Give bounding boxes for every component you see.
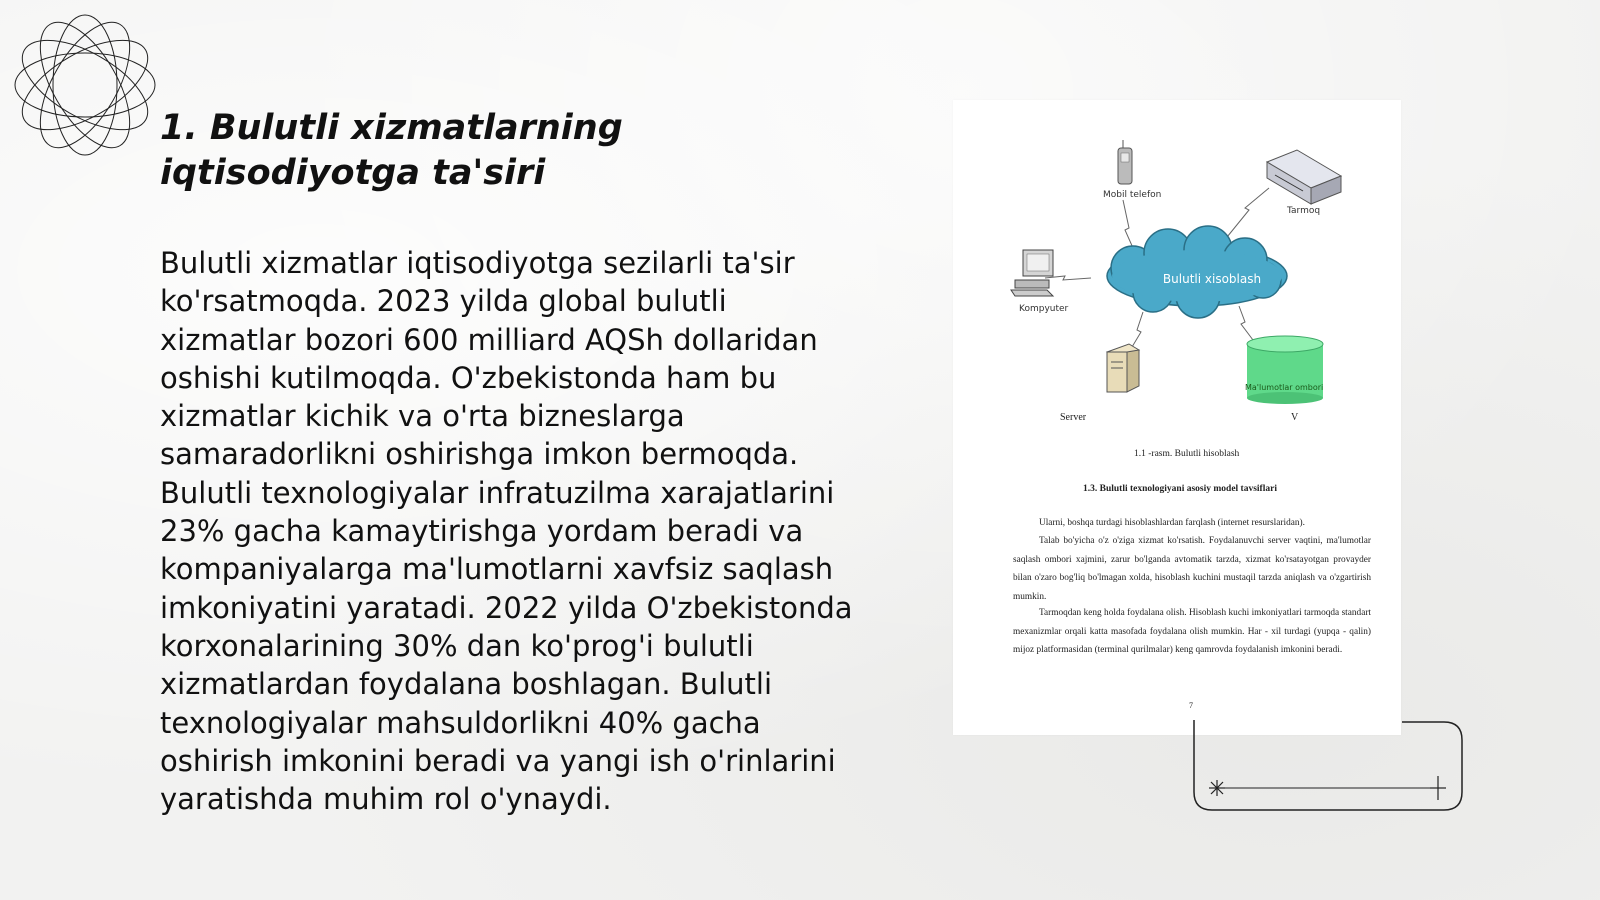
v-label: V — [1291, 412, 1299, 423]
slide-body-text: Bulutli xizmatlar iqtisodiyotga sezilarli ta'sir ko'rsatmoqda. 2023 yilda global bulutli xizmatlar bozori 600 milliard AQSh dollaridan oshishi kutilmoqda. O'zbekistonda ham bu xizmatlar kichik va o'rta bizneslarga samaradorlikni oshirishga imkon bermoqda. Bulutli texnologiyalar infratuzilma xarajatlarini 23% gacha kamaytirishga yordam beradi va kompaniyalarga ma'lumotlarni xavfsiz saqlash imkoniyatini yaratadi. 2022 yilda O'zbekistonda korxonalarining 30% dan ko'prog'i bulutli xizmatlardan foydalana boshlagan. Bulutli texnologiyalar mahsuldorlikni 40% gacha oshirish imkonini beradi va yangi ish o'rinlarini yaratishda muhim rol o'ynaydi. — [160, 246, 853, 817]
cross-icon — [1430, 776, 1446, 800]
computer-label: Kompyuter — [1019, 304, 1069, 314]
mobile-phone-label: Mobil telefon — [1103, 190, 1162, 200]
slide-title: 1. Bulutli xizmatlarning iqtisodiyotga ta'siri — [160, 108, 623, 193]
cloud-label: Bulutli xisoblash — [1162, 272, 1262, 286]
decorative-frame — [1192, 718, 1465, 812]
computer-icon — [1011, 250, 1053, 296]
document-heading: 1.3. Bulutli texnologiyani asosiy model tavsiflari — [1083, 484, 1277, 494]
server-icon — [1107, 344, 1139, 392]
mobile-phone-icon — [1118, 140, 1132, 184]
document-paragraph-1: Ularni, boshqa turdagi hisoblashlardan farqlash (internet resurslaridan). — [1039, 518, 1305, 528]
spark-icon — [1209, 780, 1225, 796]
network-device-icon — [1267, 150, 1341, 204]
orb-line-art — [10, 10, 160, 160]
network-label: Tarmoq — [1287, 206, 1321, 216]
figure-caption: 1.1 -rasm. Bulutli hisoblash — [1134, 449, 1240, 459]
document-page-image — [953, 100, 1401, 735]
page-number: 7 — [1189, 701, 1193, 710]
document-paragraph-2: Talab bo'yicha o'z o'ziga xizmat ko'rsatish. Foydalanuvchi server vaqtini, ma'lumotlar saqlash ombori xajmini, zarur bo'lganda avtomatik tarzda, xizmat ko'rsatayotgan provayder bilan o'zaro bog'liq bo'lmagan xolda, hisoblash kuchini mustaqil tarzda aniqlash va o'zgartirish mumkin. — [1013, 536, 1371, 602]
document-paragraph-3: Tarmoqdan keng holda foydalana olish. Hisoblash kuchi imkoniyatlari tarmoqda standart mexanizmlar orqali katta masofada foydalana olish mumkin. Har - xil turdagi (yupqa - qalin) mijoz platformasidan (terminal qurilmalar) keng qamrovda foydalanish imkonini beradi. — [1013, 608, 1371, 655]
server-label: Server — [1060, 412, 1087, 423]
database-icon — [1247, 336, 1323, 404]
database-label: Ma'lumotlar ombori — [1245, 383, 1323, 392]
